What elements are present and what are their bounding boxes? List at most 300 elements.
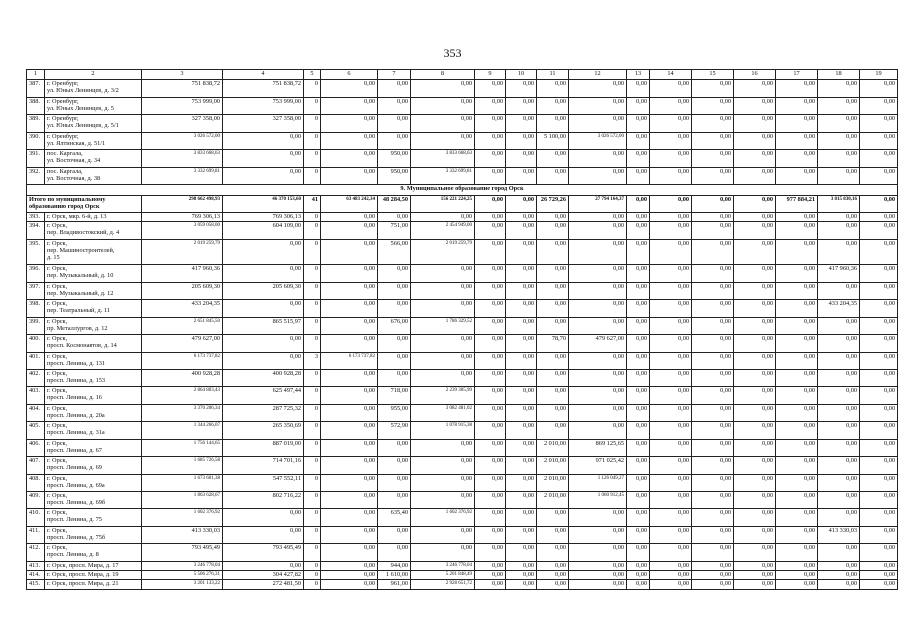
- value-cell: 0,00: [627, 167, 650, 184]
- value-cell: 0,00: [569, 300, 627, 317]
- value-cell: 0,00: [776, 561, 818, 570]
- value-cell: 0: [304, 239, 321, 265]
- row-number: 396.: [27, 265, 45, 282]
- value-cell: 676,00: [378, 317, 411, 334]
- value-cell: 0,00: [776, 213, 818, 222]
- value-cell: 0,00: [627, 457, 650, 474]
- value-cell: 0,00: [475, 439, 506, 456]
- address-cell: пос. Каргала, ул. Восточная, д. 34: [45, 150, 142, 167]
- table-row: [27, 571, 898, 580]
- value-cell: 0,00: [223, 352, 304, 369]
- value-cell: 0,00: [506, 352, 537, 369]
- value-cell: 0: [304, 369, 321, 386]
- value-cell: 0,00: [627, 150, 650, 167]
- row-number: 401.: [27, 352, 45, 369]
- value-cell: 0,00: [569, 222, 627, 239]
- value-cell: 3 370 206,34: [142, 404, 223, 421]
- value-cell: 0,00: [650, 492, 692, 509]
- value-cell: 0,00: [692, 222, 734, 239]
- column-header: 9: [475, 70, 506, 80]
- value-cell: 3 059 058,00: [142, 222, 223, 239]
- value-cell: 0,00: [627, 300, 650, 317]
- value-cell: 0: [304, 317, 321, 334]
- value-cell: 1 863 628,67: [142, 492, 223, 509]
- value-cell: 0,00: [818, 317, 860, 334]
- column-header: 11: [537, 70, 569, 80]
- value-cell: 3 833 668,63: [411, 150, 475, 167]
- value-cell: 0,00: [506, 387, 537, 404]
- value-cell: 0,00: [569, 265, 627, 282]
- value-cell: 635,40: [378, 509, 411, 526]
- value-cell: 0,00: [627, 115, 650, 132]
- value-cell: 0,00: [627, 492, 650, 509]
- value-cell: 0,00: [506, 115, 537, 132]
- address-cell: г. Орск, пер. Владивостокский, д. 4: [45, 222, 142, 239]
- value-cell: 0,00: [569, 97, 627, 114]
- row-number: 399.: [27, 317, 45, 334]
- value-cell: 0,00: [627, 222, 650, 239]
- value-cell: 0,00: [475, 474, 506, 491]
- value-cell: 6 173 737,82: [142, 352, 223, 369]
- row-number: 408.: [27, 474, 45, 491]
- value-cell: 0,00: [475, 265, 506, 282]
- value-cell: 0,00: [321, 474, 378, 491]
- table-row: [27, 509, 898, 526]
- value-cell: 0,00: [321, 115, 378, 132]
- value-cell: 413 330,03: [142, 526, 223, 543]
- value-cell: 0,00: [692, 239, 734, 265]
- section-title: 9. Муниципальное образование город Орск: [27, 185, 898, 195]
- value-cell: 0,00: [506, 404, 537, 421]
- value-cell: 0,00: [860, 544, 898, 561]
- row-number: 406.: [27, 439, 45, 456]
- column-header: 14: [650, 70, 692, 80]
- value-cell: 0,00: [776, 580, 818, 590]
- value-cell: 0,00: [692, 115, 734, 132]
- value-cell: 0,00: [818, 492, 860, 509]
- total-value: 26 729,26: [537, 195, 569, 212]
- value-cell: 0,00: [776, 317, 818, 334]
- column-header: 10: [506, 70, 537, 80]
- value-cell: 0,00: [378, 457, 411, 474]
- value-cell: 0,00: [378, 335, 411, 352]
- value-cell: 0,00: [223, 265, 304, 282]
- value-cell: 0,00: [860, 387, 898, 404]
- value-cell: 0,00: [734, 580, 776, 590]
- value-cell: 0,00: [475, 282, 506, 299]
- value-cell: 2 010,00: [537, 439, 569, 456]
- value-cell: 0,00: [506, 150, 537, 167]
- value-cell: 0,00: [321, 439, 378, 456]
- value-cell: 0,00: [411, 457, 475, 474]
- table-row: [27, 526, 898, 543]
- value-cell: 0,00: [627, 317, 650, 334]
- value-cell: 0,00: [537, 352, 569, 369]
- row-number: 389.: [27, 115, 45, 132]
- value-cell: 0,00: [818, 352, 860, 369]
- value-cell: 0,00: [411, 115, 475, 132]
- total-value: 156 221 224,25: [411, 195, 475, 212]
- value-cell: 0,00: [537, 80, 569, 97]
- column-header: 18: [818, 70, 860, 80]
- value-cell: 0,00: [860, 150, 898, 167]
- value-cell: 0,00: [475, 387, 506, 404]
- row-number: 395.: [27, 239, 45, 265]
- row-number: 404.: [27, 404, 45, 421]
- value-cell: 0,00: [692, 571, 734, 580]
- value-cell: 793 495,49: [223, 544, 304, 561]
- value-cell: 0,00: [776, 352, 818, 369]
- value-cell: 0,00: [734, 132, 776, 149]
- value-cell: 0,00: [818, 222, 860, 239]
- value-cell: 0,00: [650, 132, 692, 149]
- value-cell: 0,00: [818, 335, 860, 352]
- value-cell: 0,00: [321, 282, 378, 299]
- value-cell: 0,00: [650, 369, 692, 386]
- value-cell: 0,00: [860, 561, 898, 570]
- value-cell: 2 864 803,43: [142, 387, 223, 404]
- value-cell: 0,00: [650, 115, 692, 132]
- value-cell: 0,00: [569, 317, 627, 334]
- value-cell: 0,00: [650, 213, 692, 222]
- value-cell: 3 026 572,00: [569, 132, 627, 149]
- value-cell: 2 239 305,99: [411, 387, 475, 404]
- page-number: 353: [443, 46, 462, 60]
- value-cell: 714 701,16: [223, 457, 304, 474]
- value-cell: 0,00: [506, 492, 537, 509]
- value-cell: 0,00: [818, 422, 860, 439]
- value-cell: 0,00: [411, 544, 475, 561]
- address-cell: г. Орск, пр. Металлургов, д. 12: [45, 317, 142, 334]
- value-cell: 0,00: [734, 317, 776, 334]
- value-cell: 0: [304, 492, 321, 509]
- value-cell: 0,00: [506, 300, 537, 317]
- address-cell: г. Орск, просп. Мира, д. 21: [45, 580, 142, 590]
- value-cell: 0,00: [860, 115, 898, 132]
- value-cell: 0,00: [650, 474, 692, 491]
- value-cell: 0,00: [569, 150, 627, 167]
- value-cell: 0,00: [223, 150, 304, 167]
- value-cell: 0,00: [776, 132, 818, 149]
- table-row: [27, 352, 898, 369]
- total-value: 298 662 498,93: [142, 195, 223, 212]
- value-cell: 0,00: [378, 544, 411, 561]
- value-cell: 0,00: [734, 300, 776, 317]
- value-cell: 0,00: [569, 167, 627, 184]
- column-header: 15: [692, 70, 734, 80]
- value-cell: 327 358,00: [142, 115, 223, 132]
- value-cell: 0,00: [692, 561, 734, 570]
- value-cell: 0,00: [506, 422, 537, 439]
- value-cell: 0: [304, 97, 321, 114]
- value-cell: 0,00: [860, 222, 898, 239]
- value-cell: 0,00: [818, 213, 860, 222]
- value-cell: 0,00: [860, 404, 898, 421]
- column-header: 8: [411, 70, 475, 80]
- value-cell: 272 481,50: [223, 580, 304, 590]
- value-cell: 400 928,28: [223, 369, 304, 386]
- value-cell: 0,00: [411, 80, 475, 97]
- value-cell: 5 506 276,31: [142, 571, 223, 580]
- value-cell: 0,00: [627, 439, 650, 456]
- value-cell: 479 627,00: [569, 335, 627, 352]
- value-cell: 0,00: [650, 300, 692, 317]
- value-cell: 0,00: [506, 265, 537, 282]
- value-cell: 0,00: [223, 335, 304, 352]
- value-cell: 3 246 778,04: [142, 561, 223, 570]
- value-cell: 0: [304, 115, 321, 132]
- value-cell: 0,00: [475, 115, 506, 132]
- value-cell: 0,00: [321, 222, 378, 239]
- total-value: 3 815 830,16: [818, 195, 860, 212]
- value-cell: 547 552,11: [223, 474, 304, 491]
- value-cell: 0,00: [860, 265, 898, 282]
- value-cell: 0,00: [411, 526, 475, 543]
- value-cell: 0: [304, 265, 321, 282]
- value-cell: 0,00: [321, 300, 378, 317]
- value-cell: 0,00: [776, 115, 818, 132]
- value-cell: 0,00: [321, 132, 378, 149]
- value-cell: 0,00: [475, 561, 506, 570]
- row-number: 391.: [27, 150, 45, 167]
- value-cell: 327 358,00: [223, 115, 304, 132]
- value-cell: 0,00: [650, 97, 692, 114]
- value-cell: 0,00: [627, 561, 650, 570]
- row-number: 398.: [27, 300, 45, 317]
- value-cell: 0,00: [506, 544, 537, 561]
- value-cell: 0,00: [627, 282, 650, 299]
- value-cell: 971 025,42: [569, 457, 627, 474]
- value-cell: 0,00: [475, 317, 506, 334]
- value-cell: 0,00: [321, 213, 378, 222]
- value-cell: 0: [304, 213, 321, 222]
- value-cell: 0,00: [475, 404, 506, 421]
- value-cell: 0,00: [537, 282, 569, 299]
- value-cell: 0,00: [818, 115, 860, 132]
- address-cell: г. Оренбург, ул. Юных Ленинцев, д. 3/2: [45, 80, 142, 97]
- value-cell: 0,00: [506, 97, 537, 114]
- value-cell: 0,00: [627, 526, 650, 543]
- row-number: 394.: [27, 222, 45, 239]
- row-number: 402.: [27, 369, 45, 386]
- value-cell: 0,00: [776, 222, 818, 239]
- row-number: 403.: [27, 387, 45, 404]
- value-cell: 0: [304, 457, 321, 474]
- value-cell: 0,00: [860, 97, 898, 114]
- value-cell: 0,00: [650, 239, 692, 265]
- value-cell: 0,00: [692, 422, 734, 439]
- value-cell: 413 330,03: [818, 526, 860, 543]
- column-header: 3: [142, 70, 223, 80]
- value-cell: 0,00: [475, 213, 506, 222]
- table-row: [27, 265, 898, 282]
- table-row: [27, 132, 898, 149]
- value-cell: 0,00: [692, 457, 734, 474]
- value-cell: 0,00: [378, 132, 411, 149]
- value-cell: 0,00: [818, 387, 860, 404]
- value-cell: 0,00: [506, 526, 537, 543]
- value-cell: 0,00: [378, 492, 411, 509]
- value-cell: 0,00: [692, 265, 734, 282]
- table-row: [27, 335, 898, 352]
- column-header: 4: [223, 70, 304, 80]
- value-cell: 0,00: [537, 404, 569, 421]
- row-number: 409.: [27, 492, 45, 509]
- value-cell: 0,00: [776, 404, 818, 421]
- value-cell: 0,00: [411, 300, 475, 317]
- total-value: 0,00: [650, 195, 692, 212]
- column-header: 5: [304, 70, 321, 80]
- table-row: [27, 544, 898, 561]
- value-cell: 2 019 259,79: [411, 239, 475, 265]
- value-cell: 0,00: [776, 369, 818, 386]
- value-cell: 0,00: [776, 80, 818, 97]
- table-row: [27, 422, 898, 439]
- value-cell: 0,00: [223, 561, 304, 570]
- value-cell: 0,00: [627, 239, 650, 265]
- value-cell: 2 010,00: [537, 457, 569, 474]
- value-cell: 0,00: [818, 474, 860, 491]
- value-cell: 0,00: [650, 561, 692, 570]
- value-cell: 0,00: [650, 404, 692, 421]
- table-row: [27, 457, 898, 474]
- value-cell: 0,00: [734, 335, 776, 352]
- value-cell: 0,00: [475, 352, 506, 369]
- value-cell: 0,00: [734, 474, 776, 491]
- row-number: 410.: [27, 509, 45, 526]
- value-cell: 0,00: [411, 492, 475, 509]
- value-cell: 0,00: [506, 335, 537, 352]
- value-cell: 3 332 699,81: [411, 167, 475, 184]
- value-cell: 0,00: [692, 544, 734, 561]
- row-number: 390.: [27, 132, 45, 149]
- value-cell: 0,00: [860, 439, 898, 456]
- row-number: 414.: [27, 571, 45, 580]
- value-cell: 0,00: [627, 404, 650, 421]
- value-cell: 0,00: [734, 80, 776, 97]
- value-cell: 0,00: [537, 213, 569, 222]
- value-cell: 0,00: [650, 422, 692, 439]
- value-cell: 0: [304, 544, 321, 561]
- value-cell: 0,00: [537, 561, 569, 570]
- address-cell: г. Орск, пер. Машиностроителей, д. 15: [45, 239, 142, 265]
- value-cell: 0,00: [692, 213, 734, 222]
- value-cell: 751 838,72: [142, 80, 223, 97]
- value-cell: 0,00: [537, 239, 569, 265]
- table-row: [27, 492, 898, 509]
- value-cell: 0,00: [818, 282, 860, 299]
- value-cell: 5 201 848,49: [411, 571, 475, 580]
- value-cell: 1 610,00: [378, 571, 411, 580]
- value-cell: 0,00: [378, 265, 411, 282]
- value-cell: 625 497,44: [223, 387, 304, 404]
- value-cell: 0,00: [860, 509, 898, 526]
- value-cell: 0,00: [650, 265, 692, 282]
- value-cell: 0,00: [537, 317, 569, 334]
- row-number: 400.: [27, 335, 45, 352]
- value-cell: 0,00: [776, 265, 818, 282]
- value-cell: 0,00: [411, 439, 475, 456]
- value-cell: 0,00: [537, 544, 569, 561]
- column-header: 1: [27, 70, 45, 80]
- value-cell: 0: [304, 300, 321, 317]
- value-cell: 1 060 912,45: [569, 492, 627, 509]
- address-cell: г. Орск, просп. Ленина, д. 75б: [45, 526, 142, 543]
- value-cell: 0,00: [627, 474, 650, 491]
- value-cell: 0,00: [860, 457, 898, 474]
- value-cell: 0,00: [537, 526, 569, 543]
- value-cell: 0,00: [506, 222, 537, 239]
- column-header: 17: [776, 70, 818, 80]
- value-cell: 0: [304, 526, 321, 543]
- value-cell: 0,00: [321, 265, 378, 282]
- total-value: 0,00: [506, 195, 537, 212]
- value-cell: 3 082 481,02: [411, 404, 475, 421]
- value-cell: 0,00: [776, 335, 818, 352]
- value-cell: 0: [304, 404, 321, 421]
- value-cell: 955,00: [378, 404, 411, 421]
- value-cell: 0,00: [818, 404, 860, 421]
- address-cell: г. Орск, просп. Ленина, д. 69а: [45, 474, 142, 491]
- value-cell: 0,00: [506, 167, 537, 184]
- value-cell: 0,00: [650, 317, 692, 334]
- total-value: 977 884,21: [776, 195, 818, 212]
- value-cell: 2 454 949,00: [411, 222, 475, 239]
- value-cell: 0,00: [411, 352, 475, 369]
- value-cell: 0,00: [321, 239, 378, 265]
- value-cell: 0,00: [860, 335, 898, 352]
- value-cell: 3 833 668,63: [142, 150, 223, 167]
- value-cell: 0,00: [475, 239, 506, 265]
- value-cell: 0,00: [692, 474, 734, 491]
- total-label: Итого по муниципальному образованию город Орск: [27, 195, 142, 212]
- value-cell: 0,00: [321, 580, 378, 590]
- value-cell: 0,00: [537, 167, 569, 184]
- value-cell: 0,00: [569, 580, 627, 590]
- value-cell: 0,00: [378, 352, 411, 369]
- address-cell: г. Орск, просп. Ленина, д. 69б: [45, 492, 142, 509]
- value-cell: 0,00: [818, 439, 860, 456]
- value-cell: 479 627,00: [142, 335, 223, 352]
- value-cell: 0,00: [321, 387, 378, 404]
- address-cell: г. Орск, просп. Космонавтов, д. 14: [45, 335, 142, 352]
- value-cell: 0,00: [627, 387, 650, 404]
- value-cell: 0,00: [650, 387, 692, 404]
- value-cell: 0,00: [650, 222, 692, 239]
- value-cell: 0,00: [569, 571, 627, 580]
- value-cell: 0,00: [411, 97, 475, 114]
- value-cell: 2 019 259,79: [142, 239, 223, 265]
- value-cell: 0,00: [692, 387, 734, 404]
- value-cell: 0,00: [734, 222, 776, 239]
- value-cell: 0,00: [475, 509, 506, 526]
- total-value: 0,00: [627, 195, 650, 212]
- value-cell: 0,00: [818, 239, 860, 265]
- value-cell: 0,00: [650, 509, 692, 526]
- table-row: [27, 222, 898, 239]
- value-cell: 0,00: [569, 115, 627, 132]
- table-row: [27, 580, 898, 590]
- value-cell: 0,00: [378, 369, 411, 386]
- value-cell: 0,00: [475, 422, 506, 439]
- value-cell: 0,00: [776, 387, 818, 404]
- value-cell: 0,00: [321, 571, 378, 580]
- value-cell: 0,00: [818, 509, 860, 526]
- value-cell: 0,00: [776, 439, 818, 456]
- value-cell: 0,00: [506, 239, 537, 265]
- value-cell: 1 126 049,27: [569, 474, 627, 491]
- value-cell: 433 204,35: [818, 300, 860, 317]
